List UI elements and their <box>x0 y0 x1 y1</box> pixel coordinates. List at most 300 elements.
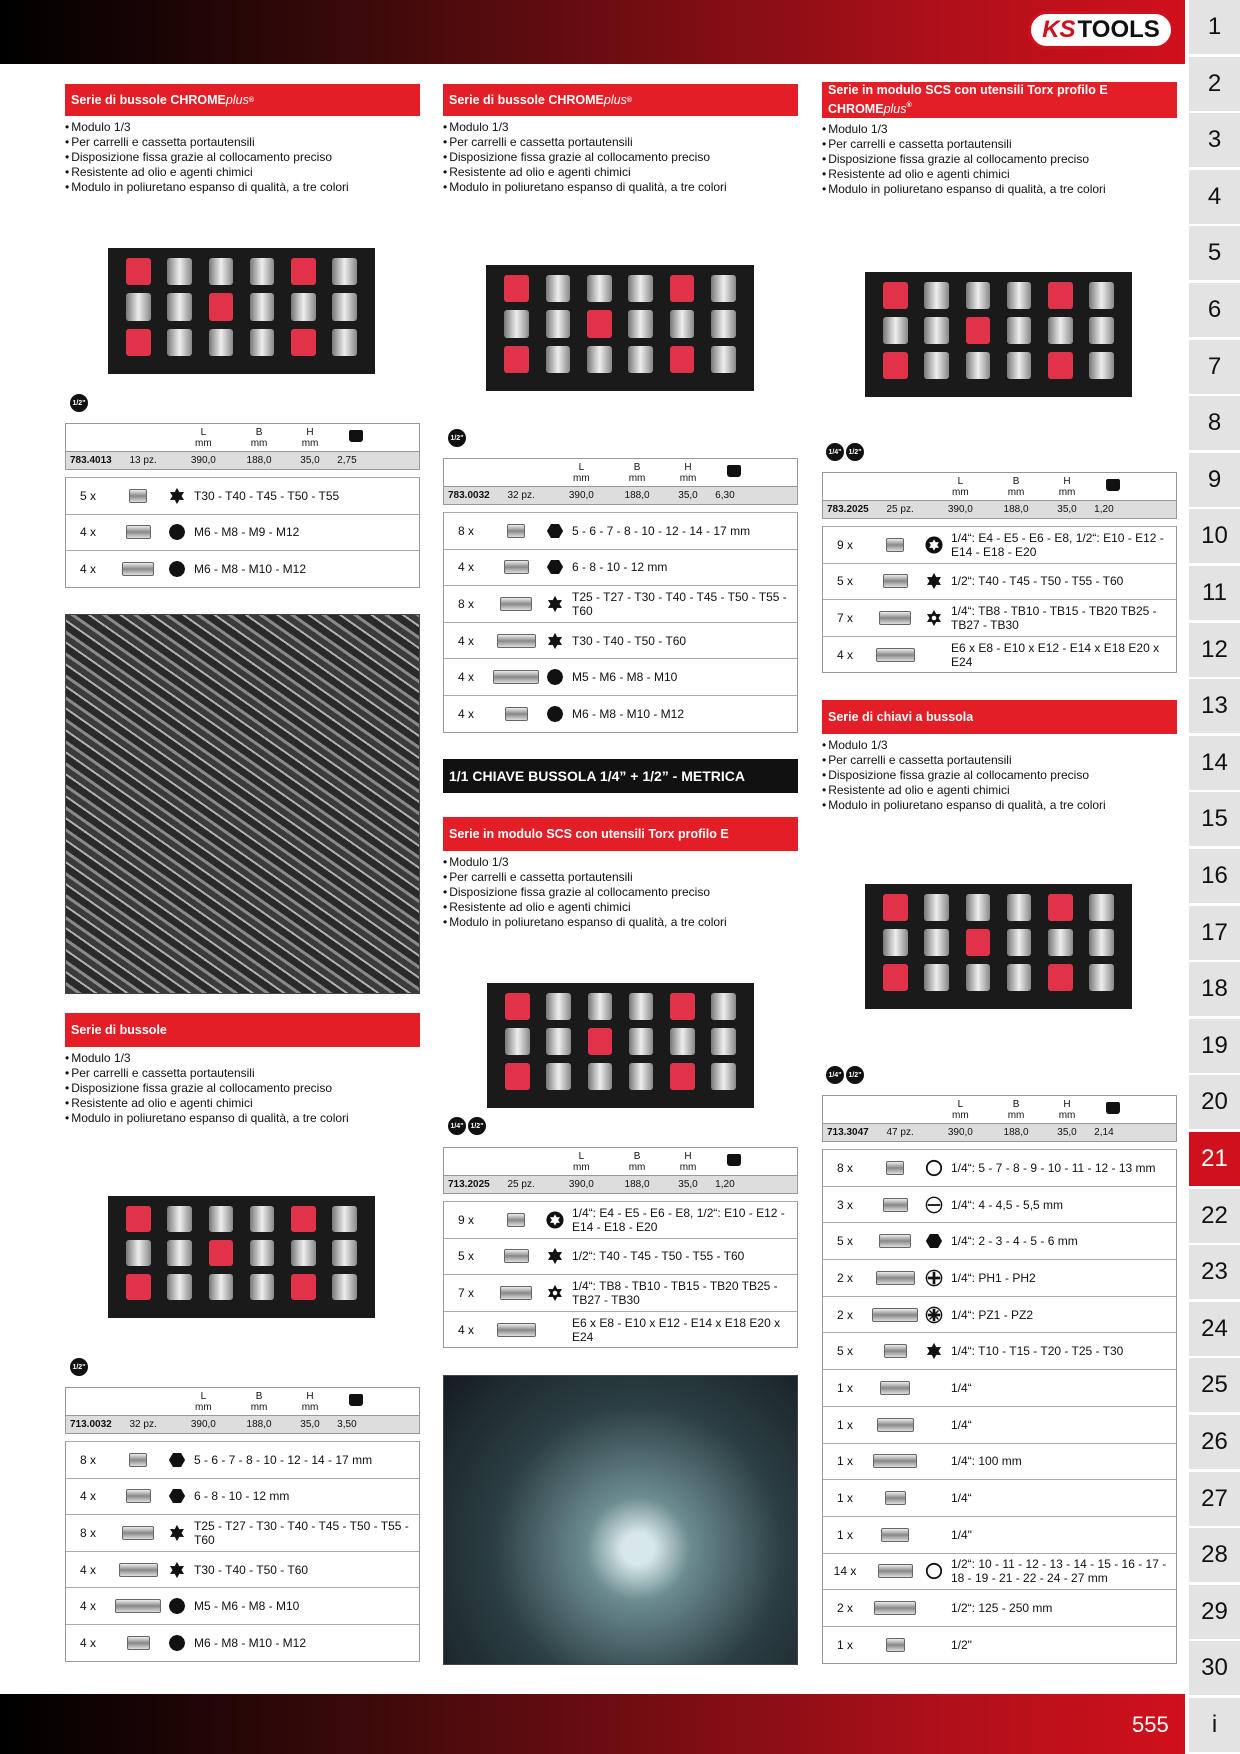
length: 390,0 <box>554 487 610 505</box>
tray-tool <box>291 329 316 356</box>
chapter-tab-6[interactable]: 6 <box>1189 283 1240 337</box>
component-row <box>823 526 1176 563</box>
tool-thumbnail <box>110 551 166 587</box>
chapter-tab-4[interactable]: 4 <box>1189 170 1240 224</box>
quantity: 14 x <box>833 1564 857 1579</box>
torx-profile-icon <box>925 572 943 590</box>
chapter-tab-23[interactable]: 23 <box>1189 1245 1240 1299</box>
chapter-tab-28[interactable]: 28 <box>1189 1528 1240 1582</box>
tray-tool <box>670 993 695 1020</box>
drive-size-badge: 1/2" <box>70 394 88 412</box>
weight: 3,50 <box>333 1416 379 1434</box>
chapter-tab-19[interactable]: 19 <box>1189 1019 1240 1073</box>
etorx-profile-icon <box>546 1211 564 1229</box>
chapter-tab-27[interactable]: 27 <box>1189 1472 1240 1526</box>
component-description: 1/4“: PZ1 - PZ2 <box>951 1307 1034 1322</box>
tool-thumbnail <box>110 478 166 514</box>
quantity: 4 x <box>457 706 474 721</box>
profile-icon-cell <box>544 632 566 650</box>
width: 188,0 <box>609 487 665 505</box>
height: 35,0 <box>1044 501 1090 519</box>
tray-tool <box>670 310 695 337</box>
ph-profile-icon <box>925 1269 943 1287</box>
weight-icon <box>349 430 363 442</box>
tray-tool <box>628 275 653 302</box>
tray-tool <box>167 258 192 285</box>
feature-item: • Modulo in poliuretano espanso di qualità, a tre colori <box>822 182 1177 197</box>
tray-tool <box>670 346 695 373</box>
tray-tool <box>1048 964 1073 991</box>
wrench-pile-photo <box>65 614 420 994</box>
tray-tool <box>966 964 991 991</box>
profile-icon-cell <box>923 1269 945 1287</box>
component-row <box>66 1624 419 1661</box>
feature-item: • Modulo 1/3 <box>443 120 798 135</box>
component-description: 1/4“: TB8 - TB10 - TB15 - TB20 TB25 - TB27 - TB30 <box>572 1278 778 1307</box>
chapter-tab-30[interactable]: 30 <box>1189 1641 1240 1695</box>
component-list <box>822 526 1177 673</box>
sku: 713.2025 <box>444 1176 504 1194</box>
quantity: 4 x <box>79 1562 96 1577</box>
feature-item: • Resistente ad olio e agenti chimici <box>65 165 420 180</box>
feature-item: • Modulo 1/3 <box>65 1051 420 1066</box>
quantity: 1 x <box>836 1417 853 1432</box>
tray-tool <box>670 275 695 302</box>
quantity: 5 x <box>836 574 853 589</box>
feature-list <box>822 122 1177 197</box>
drive-size-badge: 1/2" <box>846 1066 864 1084</box>
feature-item: • Modulo in poliuretano espanso di qualità, a tre colori <box>65 1111 420 1126</box>
profile-icon-cell <box>544 558 566 576</box>
component-description: 1/2“: T40 - T45 - T50 - T55 - T60 <box>572 1249 745 1264</box>
component-description: M6 - M8 - M10 - M12 <box>194 561 307 576</box>
poly-profile-icon <box>168 523 186 541</box>
chapter-tab-21[interactable]: 21 <box>1189 1132 1240 1186</box>
chapter-tab-3[interactable]: 3 <box>1189 113 1240 167</box>
tray-tool <box>126 293 151 320</box>
tray-tool <box>628 346 653 373</box>
drive-size-badge: 1/4" <box>448 1117 466 1135</box>
component-row <box>823 563 1176 600</box>
length: 390,0 <box>554 1176 610 1194</box>
tool-thumbnail <box>867 1554 923 1590</box>
quantity: 4 x <box>79 561 96 576</box>
feature-item: • Modulo 1/3 <box>822 738 1177 753</box>
tool-thumbnail <box>867 1517 923 1553</box>
tool-image <box>876 648 915 662</box>
sku: 783.2025 <box>823 501 883 519</box>
component-row <box>823 636 1176 673</box>
component-description: 1/4“: PH1 - PH2 <box>951 1270 1036 1285</box>
chapter-tab-5[interactable]: 5 <box>1189 226 1240 280</box>
component-row <box>823 1186 1176 1223</box>
component-row <box>823 1479 1176 1516</box>
torx-profile-icon <box>546 595 564 613</box>
weight: 2,75 <box>333 452 379 470</box>
quantity: 5 x <box>79 488 96 503</box>
tray-tool <box>883 894 908 921</box>
component-description: 1/4“: T10 - T15 - T20 - T25 - T30 <box>951 1344 1124 1359</box>
component-description: M6 - M8 - M10 - M12 <box>572 706 685 721</box>
component-description: 1/4“: E4 - E5 - E6 - E8, 1/2“: E10 - E12 - E14 - E18 - E20 <box>572 1205 785 1234</box>
tray-tool <box>1048 352 1073 379</box>
tool-image <box>129 1453 147 1467</box>
quantity: 8 x <box>457 596 474 611</box>
tray-tool <box>587 310 612 337</box>
drive-size-badge: 1/2" <box>468 1117 486 1135</box>
chapter-tab-15[interactable]: 15 <box>1189 792 1240 846</box>
feature-item: • Per carrelli e cassetta portautensili <box>65 135 420 150</box>
tool-image <box>878 1564 913 1578</box>
component-row <box>66 1478 419 1515</box>
piece-count: 47 pz. <box>883 1124 933 1142</box>
tray-tool <box>924 929 949 956</box>
tray-tool <box>588 1063 613 1090</box>
slot-profile-icon <box>925 1196 943 1214</box>
tray-tool <box>332 1240 357 1266</box>
torxb-profile-icon <box>925 609 943 627</box>
chapter-tab-22[interactable]: 22 <box>1189 1189 1240 1243</box>
spec-table: L mm B mm H mm 713.0032 32 pz. 390,0 188,0 35,0 3,50 <box>65 1387 420 1434</box>
chapter-tab-12[interactable]: 12 <box>1189 623 1240 677</box>
quantity: 2 x <box>836 1601 853 1616</box>
tray-tool <box>924 282 949 309</box>
ring-profile-icon <box>925 1562 943 1580</box>
tool-thumbnail <box>110 515 166 551</box>
tray-tool <box>588 993 613 1020</box>
feature-item: • Resistente ad olio e agenti chimici <box>443 165 798 180</box>
drive-size-badges <box>70 1358 88 1376</box>
feature-item: • Resistente ad olio e agenti chimici <box>443 900 798 915</box>
tool-thumbnail <box>867 1590 923 1626</box>
tray-tool <box>291 1274 316 1300</box>
profile-icon-cell <box>544 522 566 540</box>
component-list <box>443 512 798 733</box>
tool-image <box>504 1249 529 1263</box>
hex-profile-icon <box>546 558 564 576</box>
tray-tool <box>209 1206 234 1232</box>
tray-tool <box>126 1274 151 1300</box>
poly-profile-icon <box>546 668 564 686</box>
feature-list <box>65 120 420 195</box>
tool-thumbnail <box>867 1370 923 1406</box>
component-description: M6 - M8 - M10 - M12 <box>194 1635 307 1650</box>
spec-table: L mm B mm H mm 783.0032 32 pz. 390,0 188,0 35,0 6,30 <box>443 458 798 505</box>
component-row <box>823 1516 1176 1553</box>
feature-item: • Modulo 1/3 <box>443 855 798 870</box>
piece-count: 32 pz. <box>504 487 554 505</box>
width: 188,0 <box>988 501 1044 519</box>
tray-tool <box>670 1028 695 1055</box>
chapter-tab-i[interactable]: i <box>1189 1698 1240 1752</box>
component-row <box>66 550 419 587</box>
length: 390,0 <box>176 1416 232 1434</box>
tool-image <box>877 1418 914 1432</box>
tool-thumbnail <box>867 1187 923 1223</box>
quantity: 1 x <box>836 1527 853 1542</box>
quantity: 8 x <box>79 1452 96 1467</box>
chapter-tab-16[interactable]: 16 <box>1189 849 1240 903</box>
component-description: M6 - M8 - M9 - M12 <box>194 525 300 540</box>
feature-list <box>822 738 1177 813</box>
profile-icon-cell <box>544 595 566 613</box>
component-description: T25 - T27 - T30 - T40 - T45 - T50 - T55 - T60 <box>194 1518 409 1547</box>
quantity: 5 x <box>457 1249 474 1264</box>
tray-tool <box>209 1274 234 1300</box>
tool-thumbnail <box>488 659 544 695</box>
profile-icon-cell <box>166 1561 188 1579</box>
tray-tool <box>250 258 275 285</box>
spec-table: L mm B mm H mm 783.4013 13 pz. 390,0 188,0 35,0 2,75 <box>65 423 420 470</box>
component-description: E6 x E8 - E10 x E12 - E14 x E18 E20 x E24 <box>572 1315 781 1344</box>
tool-image <box>505 707 528 721</box>
quantity: 8 x <box>79 1525 96 1540</box>
quantity: 5 x <box>836 1344 853 1359</box>
chapter-tab-13[interactable]: 13 <box>1189 679 1240 733</box>
profile-icon-cell <box>923 1562 945 1580</box>
drive-size-badge: 1/4" <box>826 443 844 461</box>
profile-icon-cell <box>544 705 566 723</box>
tool-image <box>880 1381 910 1395</box>
tray-tool <box>332 293 357 320</box>
profile-icon-cell <box>544 1247 566 1265</box>
profile-icon-cell <box>166 1487 188 1505</box>
tool-thumbnail <box>867 637 923 673</box>
quantity: 9 x <box>836 537 853 552</box>
tool-image <box>497 634 536 648</box>
spec-table: L mm B mm H mm 783.2025 25 pz. 390,0 188,0 35,0 1,20 <box>822 472 1177 519</box>
tool-thumbnail <box>867 527 923 563</box>
tray-tool <box>1007 929 1032 956</box>
tray-tool <box>250 1240 275 1266</box>
tray-tool <box>711 310 736 337</box>
tray-tool <box>505 1028 530 1055</box>
quantity: 1 x <box>836 1380 853 1395</box>
tool-image <box>497 1323 536 1337</box>
quantity: 9 x <box>457 1212 474 1227</box>
section-scs-torx-e-chrome <box>822 82 1177 197</box>
tool-image <box>126 1489 151 1503</box>
chapter-tab-9[interactable]: 9 <box>1189 453 1240 507</box>
chapter-tab-11[interactable]: 11 <box>1189 566 1240 620</box>
component-description: 1/2“: 10 - 11 - 12 - 13 - 14 - 15 - 16 - 17 - 18 - 19 - 21 - 22 - 24 - 27 mm <box>951 1557 1167 1586</box>
chapter-tab-14[interactable]: 14 <box>1189 736 1240 790</box>
tool-thumbnail <box>867 1223 923 1259</box>
chapter-tab-18[interactable]: 18 <box>1189 962 1240 1016</box>
component-row <box>823 1369 1176 1406</box>
component-description: 6 - 8 - 10 - 12 mm <box>572 560 668 575</box>
poly-profile-icon <box>546 705 564 723</box>
tray-tool <box>250 1206 275 1232</box>
torxb-profile-icon <box>546 1284 564 1302</box>
component-description: M5 - M6 - M8 - M10 <box>572 670 678 685</box>
product-image-713-3047 <box>865 884 1132 1009</box>
section-socket-set <box>65 1013 420 1126</box>
tool-image <box>886 1161 904 1175</box>
weight: 6,30 <box>711 487 757 505</box>
profile-icon-cell <box>923 1159 945 1177</box>
tool-thumbnail <box>867 1480 923 1516</box>
section-title: Serie di bussole CHROME plus ® <box>65 84 420 116</box>
component-description: 5 - 6 - 7 - 8 - 10 - 12 - 14 - 17 mm <box>194 1452 373 1467</box>
feature-item: • Modulo in poliuretano espanso di qualità, a tre colori <box>65 180 420 195</box>
profile-icon-cell <box>923 536 945 554</box>
spec-table: L mm B mm H mm 713.3047 47 pz. 390,0 188,0 35,0 2,14 <box>822 1095 1177 1142</box>
hex-profile-icon <box>925 1232 943 1250</box>
component-description: 1/4“: 2 - 3 - 4 - 5 - 6 mm <box>951 1234 1078 1249</box>
tool-thumbnail <box>110 1552 166 1588</box>
tray-tool <box>126 329 151 356</box>
tray-tool <box>629 993 654 1020</box>
tool-image <box>115 1599 161 1613</box>
profile-icon-cell <box>166 523 188 541</box>
profile-icon-cell <box>166 1524 188 1542</box>
height: 35,0 <box>287 1416 333 1434</box>
quantity: 4 x <box>457 670 474 685</box>
profile-icon-cell <box>923 572 945 590</box>
drive-size-badge: 1/2" <box>846 443 864 461</box>
tray-tool <box>966 317 991 344</box>
component-description: 1/4“ <box>951 1491 972 1506</box>
feature-item: • Resistente ad olio e agenti chimici <box>65 1096 420 1111</box>
tray-tool <box>1089 929 1114 956</box>
drive-size-badges <box>826 1066 864 1084</box>
tray-tool <box>546 346 571 373</box>
tool-image <box>876 1271 915 1285</box>
tray-tool <box>1048 317 1073 344</box>
tray-tool <box>628 310 653 337</box>
height: 35,0 <box>665 1176 711 1194</box>
component-row <box>444 1311 797 1348</box>
feature-item: • Per carrelli e cassetta portautensili <box>822 137 1177 152</box>
drive-size-badges <box>448 429 466 447</box>
tool-thumbnail <box>867 1333 923 1369</box>
feature-item: • Modulo in poliuretano espanso di qualità, a tre colori <box>822 798 1177 813</box>
feature-list <box>65 1051 420 1126</box>
width: 188,0 <box>988 1124 1044 1142</box>
sku: 713.0032 <box>66 1416 126 1434</box>
feature-item: • Resistente ad olio e agenti chimici <box>822 783 1177 798</box>
tray-tool <box>711 993 736 1020</box>
tool-thumbnail <box>867 564 923 600</box>
component-row <box>66 1514 419 1551</box>
ks-tools-logo: KS TOOLS <box>1028 11 1174 49</box>
tray-tool <box>546 310 571 337</box>
tray-tool <box>504 310 529 337</box>
chapter-tab-1[interactable]: 1 <box>1189 0 1240 54</box>
product-image-783-2025 <box>865 272 1132 397</box>
tray-tool <box>924 894 949 921</box>
component-row <box>66 1551 419 1588</box>
tool-thumbnail <box>867 1444 923 1480</box>
component-row <box>823 1443 1176 1480</box>
torx-profile-icon <box>546 1247 564 1265</box>
chapter-tab-17[interactable]: 17 <box>1189 906 1240 960</box>
tool-thumbnail <box>488 1275 544 1311</box>
chapter-tab-25[interactable]: 25 <box>1189 1358 1240 1412</box>
component-list <box>443 1201 798 1348</box>
component-list <box>822 1149 1177 1664</box>
tray-tool <box>1048 894 1073 921</box>
tray-tool <box>126 1206 151 1232</box>
hex-profile-icon <box>546 522 564 540</box>
hex-profile-icon <box>168 1451 186 1469</box>
tray-tool <box>291 1240 316 1266</box>
product-image-783-4013 <box>108 248 375 374</box>
component-description: 1/4“: 5 - 7 - 8 - 9 - 10 - 11 - 12 - 13 mm <box>951 1160 1156 1175</box>
tool-image <box>881 1528 909 1542</box>
tray-tool <box>209 329 234 356</box>
tray-tool <box>711 1028 736 1055</box>
tool-image <box>122 562 154 576</box>
component-description: 1/4" <box>951 1527 972 1542</box>
quantity: 4 x <box>457 633 474 648</box>
length: 390,0 <box>933 1124 989 1142</box>
chapter-tab-26[interactable]: 26 <box>1189 1415 1240 1469</box>
section-socket-wrench-set <box>822 700 1177 813</box>
profile-icon-cell <box>166 1451 188 1469</box>
tray-tool <box>504 275 529 302</box>
component-description: 1/2" <box>951 1637 972 1652</box>
section-title: Serie in modulo SCS con utensili Torx profilo E <box>443 817 798 851</box>
chapter-tab-7[interactable]: 7 <box>1189 340 1240 394</box>
tray-tool <box>504 346 529 373</box>
component-description: 1/4“: 100 mm <box>951 1454 1022 1469</box>
tool-image <box>883 1198 908 1212</box>
component-row <box>823 1296 1176 1333</box>
poly-profile-icon <box>168 1597 186 1615</box>
quantity: 7 x <box>836 610 853 625</box>
sku: 713.3047 <box>823 1124 883 1142</box>
chapter-tab-2[interactable]: 2 <box>1189 57 1240 111</box>
quantity: 7 x <box>457 1285 474 1300</box>
tool-thumbnail <box>110 1442 166 1478</box>
tray-tool <box>1007 282 1032 309</box>
component-description: T30 - T40 - T50 - T60 <box>572 633 687 648</box>
section-title: Serie di bussole CHROME plus ® <box>443 84 798 116</box>
poly-profile-icon <box>168 1634 186 1652</box>
torx-profile-icon <box>168 1561 186 1579</box>
top-bar <box>0 0 1185 64</box>
tool-image <box>886 538 904 552</box>
tray-tool <box>588 1028 613 1055</box>
component-row <box>823 599 1176 636</box>
chapter-tab-20[interactable]: 20 <box>1189 1075 1240 1129</box>
chapter-tab-24[interactable]: 24 <box>1189 1302 1240 1356</box>
tray-tool <box>167 293 192 320</box>
component-row <box>444 549 797 586</box>
tray-tool <box>167 1240 192 1266</box>
tool-image <box>129 489 147 503</box>
tool-image <box>879 1234 911 1248</box>
tray-tool <box>924 317 949 344</box>
piece-count: 25 pz. <box>504 1176 554 1194</box>
chapter-tab-10[interactable]: 10 <box>1189 509 1240 563</box>
component-list <box>65 477 420 588</box>
section-chrome-socket-set-2 <box>443 84 798 195</box>
tray-tool <box>883 352 908 379</box>
chapter-tab-8[interactable]: 8 <box>1189 396 1240 450</box>
drive-size-badges <box>70 394 88 412</box>
pz-profile-icon <box>925 1306 943 1324</box>
piece-count: 32 pz. <box>126 1416 176 1434</box>
tray-tool <box>126 258 151 285</box>
tray-tool <box>209 258 234 285</box>
chapter-tab-29[interactable]: 29 <box>1189 1585 1240 1639</box>
tray-tool <box>711 275 736 302</box>
torx-profile-icon <box>925 1342 943 1360</box>
feature-list <box>443 855 798 930</box>
